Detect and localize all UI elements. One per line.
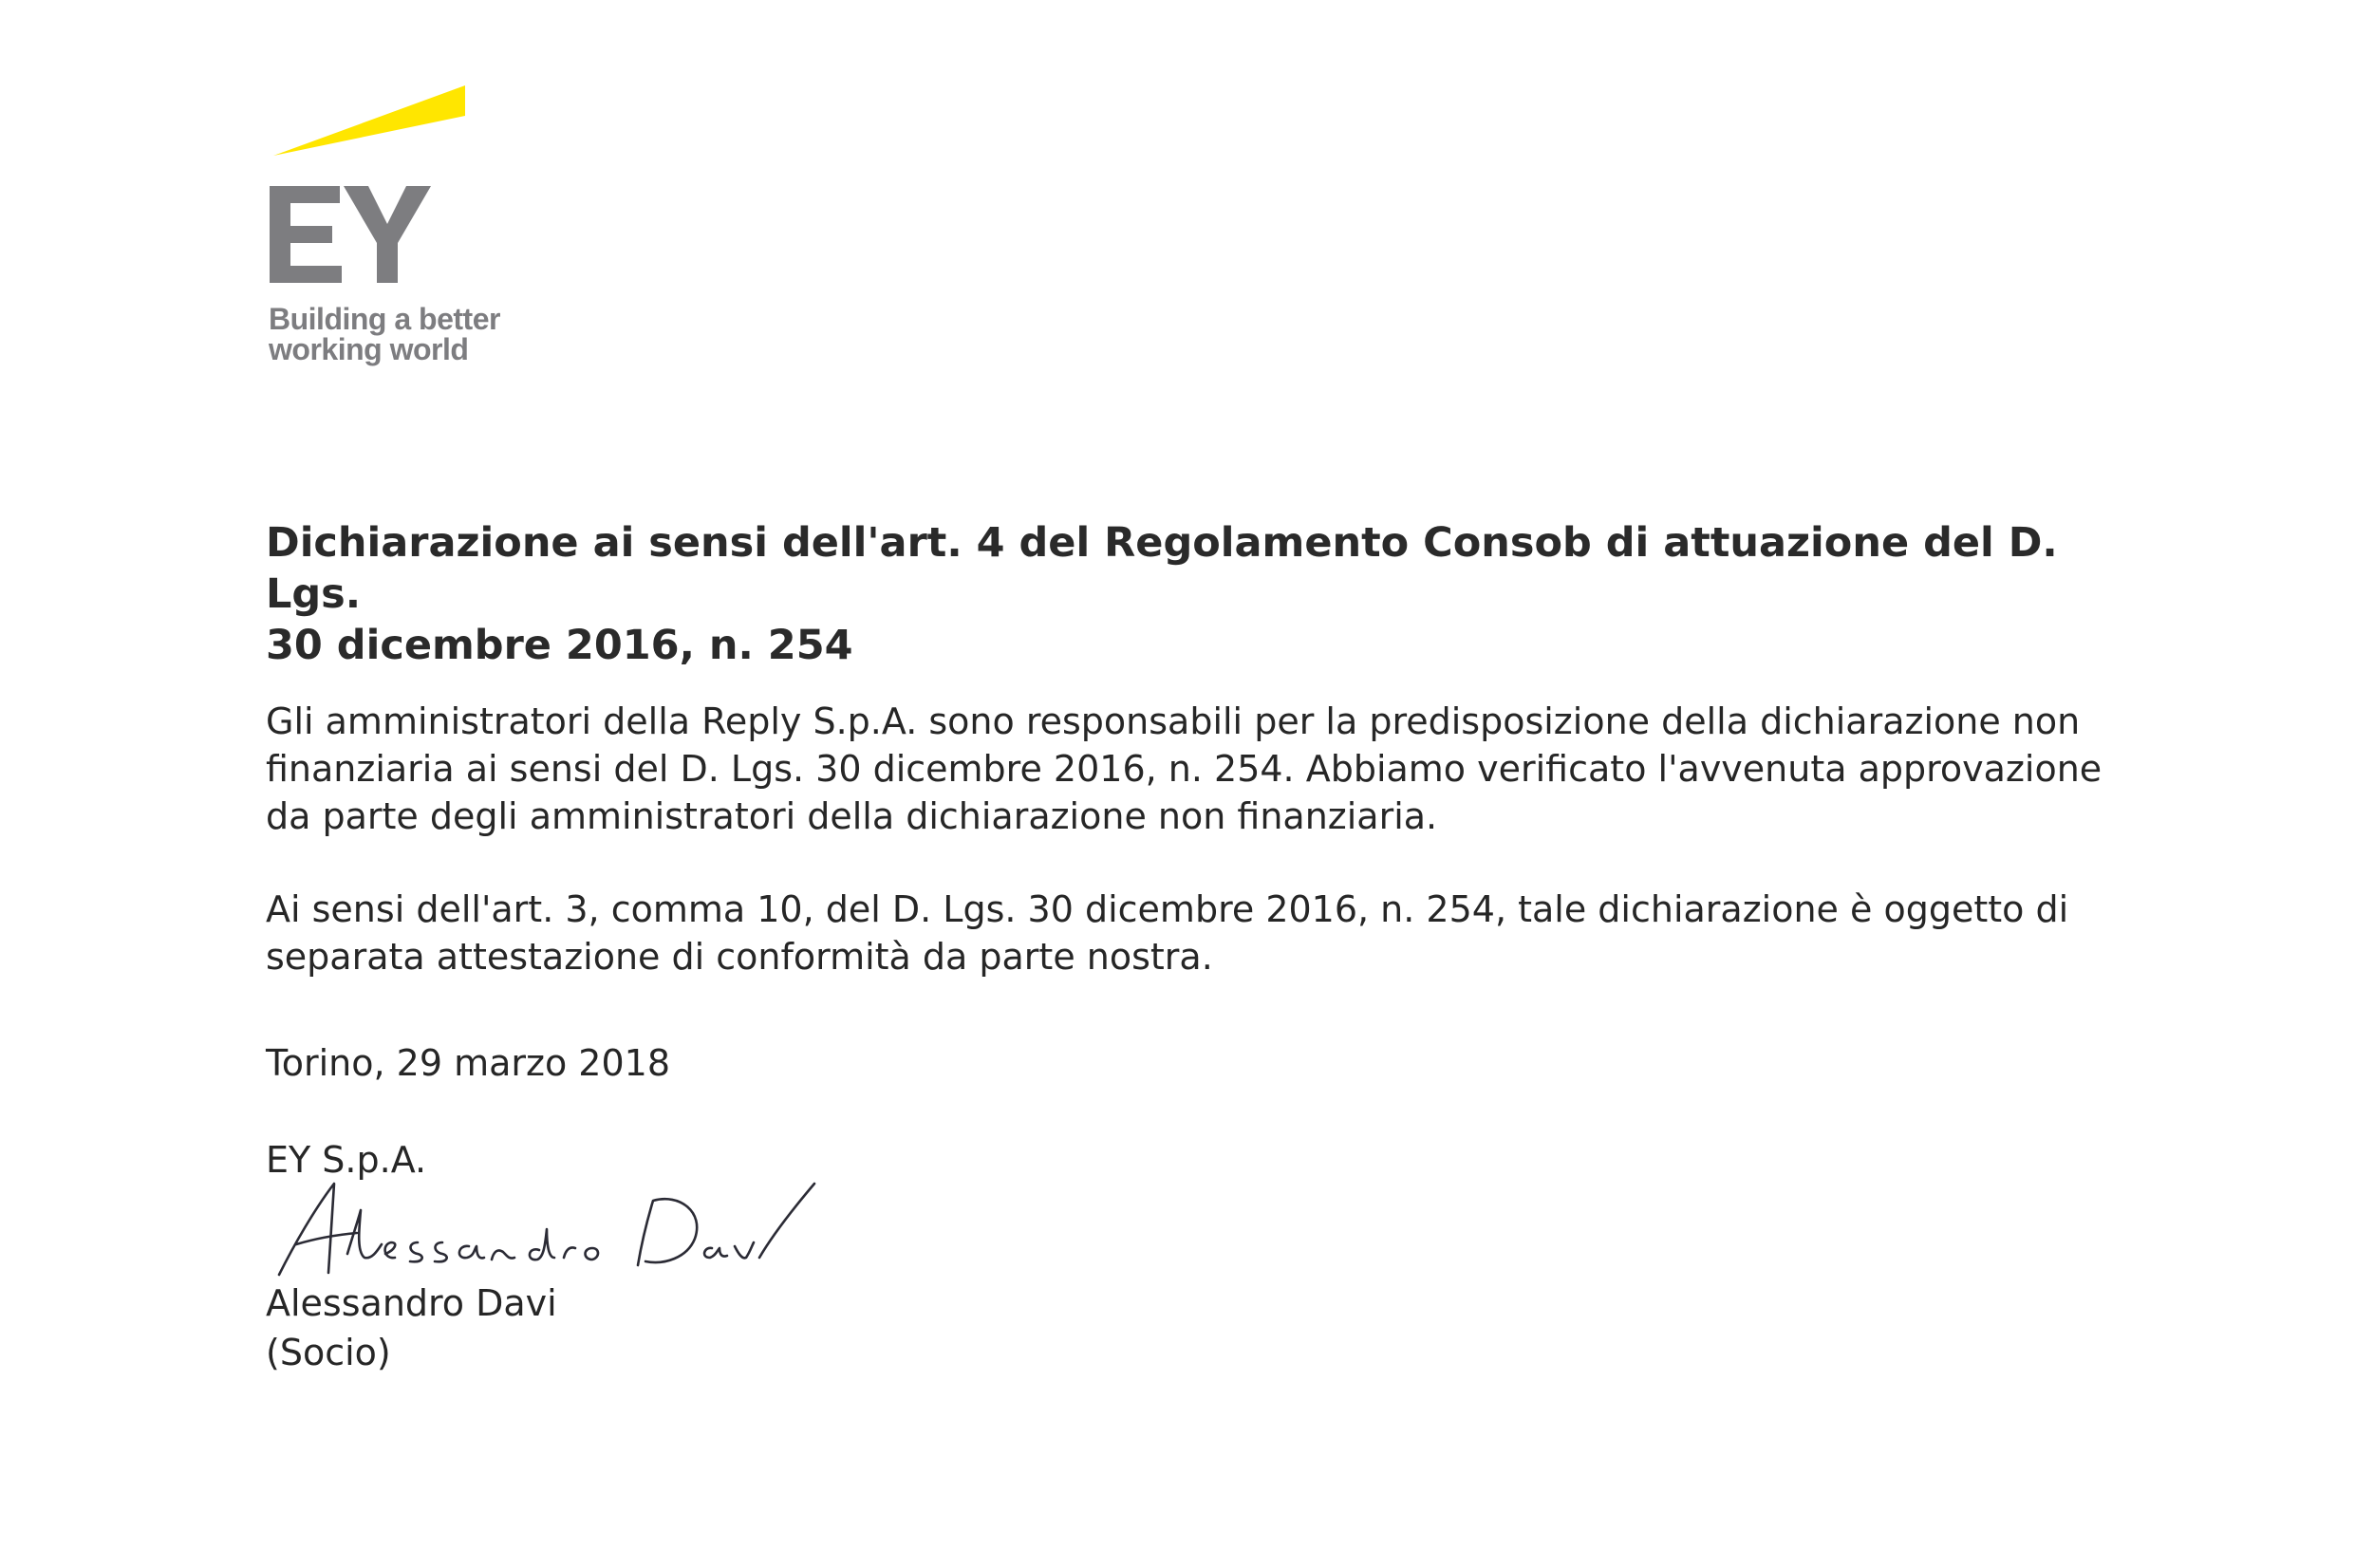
- signer-role: (Socio): [266, 1332, 391, 1373]
- tagline-line-1: Building a better: [269, 302, 500, 336]
- title-line-2: 30 dicembre 2016, n. 254: [266, 622, 853, 669]
- paragraph-responsibility: [266, 698, 2117, 840]
- paragraph-1-line-3: da parte degli amministratori della dichiarazione non finanziaria.: [266, 795, 1438, 837]
- paragraph-1-line-1: Gli amministratori della Reply S.p.A. sono responsabili per la predisposizione della dichiarazione non: [266, 700, 2081, 742]
- title-line-1: Dichiarazione ai sensi dell'art. 4 del Regolamento Consob di attuazione del D. Lgs.: [266, 519, 2058, 618]
- logo-ey-letters-icon: [266, 182, 437, 287]
- declaration-body: [266, 517, 2117, 980]
- firm-name: EY S.p.A.: [266, 1139, 427, 1181]
- ey-logo: [266, 84, 551, 387]
- declaration-title: [266, 517, 2117, 671]
- signer-name: Alessandro Davi: [266, 1282, 557, 1324]
- paragraph-1-line-2: finanziaria ai sensi del D. Lgs. 30 dicembre 2016, n. 254. Abbiamo verificato l'avvenuta approvazione: [266, 748, 2103, 790]
- logo-beam-icon: [266, 84, 475, 159]
- paragraph-2-line-1: Ai sensi dell'art. 3, comma 10, del D. Lgs. 30 dicembre 2016, n. 254, tale dichiarazione è oggetto di: [266, 888, 2069, 930]
- paragraph-2-line-2: separata attestazione di conformità da parte nostra.: [266, 936, 1213, 978]
- logo-tagline: [269, 304, 500, 364]
- place-and-date: Torino, 29 marzo 2018: [266, 1042, 671, 1084]
- paragraph-attestation: [266, 886, 2117, 980]
- tagline-line-2: working world: [269, 332, 469, 366]
